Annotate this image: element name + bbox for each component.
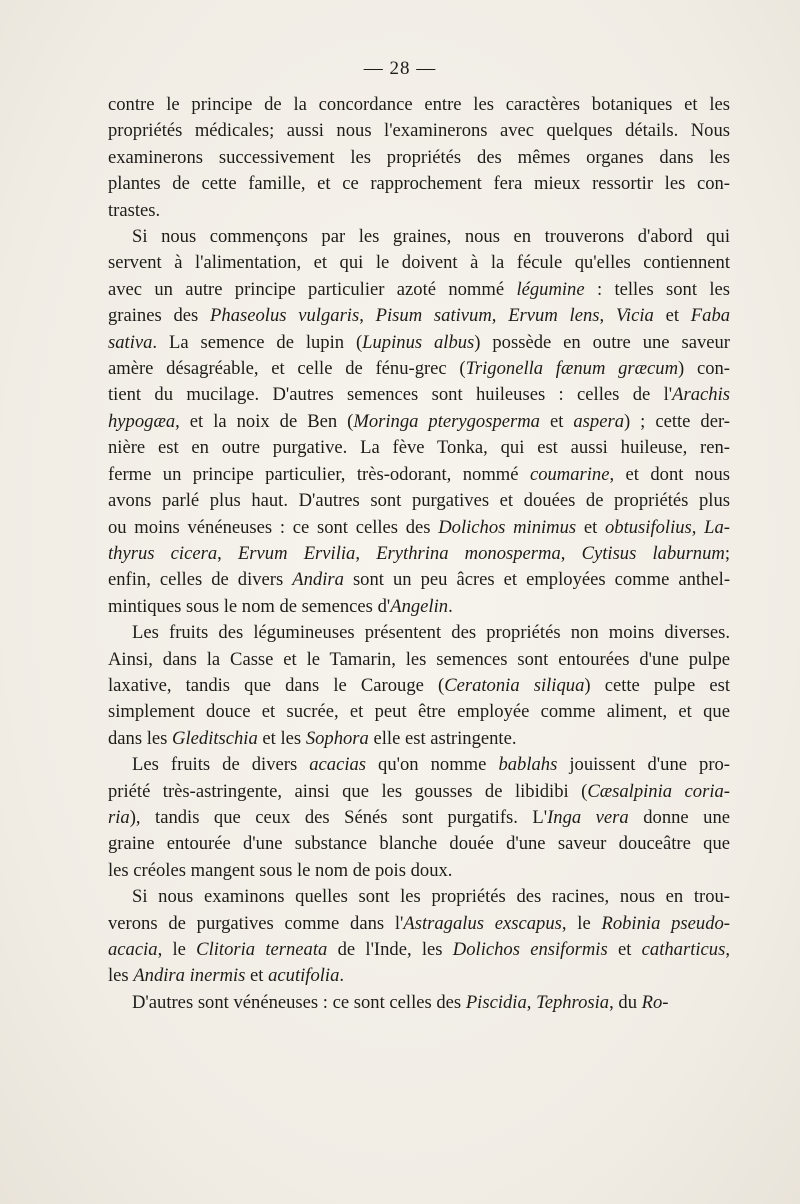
text-line: tient du mucilage. D'autres semences sont huileuses : celles de l'Arachis [108, 384, 730, 406]
text-line: trastes. [108, 199, 161, 221]
text-line: amère désagréable, et celle de fénu-grec (Trigonella fænum græcum) con- [108, 358, 730, 380]
text-line: ferme un principe particulier, très-odorant, nommé coumarine, et dont nous [108, 463, 730, 485]
text-line: nière est en outre purgative. La fève Tonka, qui est aussi huileuse, ren- [108, 437, 730, 459]
body-text [108, 92, 730, 1016]
paragraph [108, 990, 730, 1016]
text-line: Les fruits de divers acacias qu'on nomme bablahs jouissent d'une pro- [132, 754, 731, 776]
text-line: graine entourée d'une substance blanche douée d'une saveur douceâtre que [108, 833, 730, 855]
text-line: Ainsi, dans la Casse et le Tamarin, les semences sont entourées d'une pulpe [108, 648, 730, 670]
text-line: les créoles mangent sous le nom de pois doux. [108, 859, 453, 881]
text-line: les Andira inermis et acutifolia. [108, 965, 345, 987]
text-line: propriétés médicales; aussi nous l'examinerons avec quelques détails. Nous [108, 120, 730, 142]
text-line: enfin, celles de divers Andira sont un peu âcres et employées comme anthel- [108, 569, 731, 591]
paragraph [108, 224, 730, 620]
text-line: avons parlé plus haut. D'autres sont purgatives et douées de propriétés plus [108, 490, 730, 512]
text-line: D'autres sont vénéneuses : ce sont celles des Piscidia, Tephrosia, du Ro- [132, 991, 669, 1013]
text-line: Si nous examinons quelles sont les propriétés des racines, nous en trou- [132, 886, 730, 908]
page-number: — 28 — [363, 58, 437, 79]
text-line: thyrus cicera, Ervum Ervilia, Erythrina monosperma, Cytisus laburnum; [108, 542, 730, 564]
text-line: avec un autre principe particulier azoté nommé légumine : telles sont les [108, 278, 730, 300]
paragraph [108, 92, 730, 224]
text-line: simplement douce et sucrée, et peut être employée comme aliment, et que [108, 701, 730, 723]
text-line: Si nous commençons par les graines, nous en trouverons d'abord qui [132, 226, 730, 248]
text-line: graines des Phaseolus vulgaris, Pisum sativum, Ervum lens, Vicia et Faba [108, 305, 731, 327]
text-line: examinerons successivement les propriétés des mêmes organes dans les [108, 146, 730, 168]
text-line: ria), tandis que ceux des Sénés sont purgatifs. L'Inga vera donne une [108, 806, 731, 828]
text-line: mintiques sous le nom de semences d'Angelin. [108, 595, 453, 617]
paragraph [108, 752, 730, 884]
text-line: priété très-astringente, ainsi que les gousses de libidibi (Cæsalpinia coria- [108, 780, 730, 802]
text-line: contre le principe de la concordance entre les caractères botaniques et les [108, 94, 730, 115]
text-line: dans les Gleditschia et les Sophora elle est astringente. [108, 727, 517, 749]
text-line: plantes de cette famille, et ce rapprochement fera mieux ressortir les con- [108, 173, 730, 195]
text-line: ou moins vénéneuses : ce sont celles des Dolichos minimus et obtusifolius, La- [108, 516, 730, 538]
text-line: Les fruits des légumineuses présentent des propriétés non moins diverses. [132, 622, 730, 644]
text-line: verons de purgatives comme dans l'Astragalus exscapus, le Robinia pseudo- [108, 912, 730, 934]
text-line: laxative, tandis que dans le Carouge (Ceratonia siliqua) cette pulpe est [108, 674, 730, 696]
text-line: hypogæa, et la noix de Ben (Moringa pterygosperma et aspera) ; cette der- [108, 410, 730, 432]
text-line: servent à l'alimentation, et qui le doivent à la fécule qu'elles contiennent [108, 252, 730, 274]
paragraph [108, 884, 730, 990]
text-line: sativa. La semence de lupin (Lupinus albus) possède en outre une saveur [108, 331, 730, 353]
text-line: acacia, le Clitoria terneata de l'Inde, les Dolichos ensiformis et catharticus, [108, 939, 730, 960]
paragraph [108, 620, 730, 752]
